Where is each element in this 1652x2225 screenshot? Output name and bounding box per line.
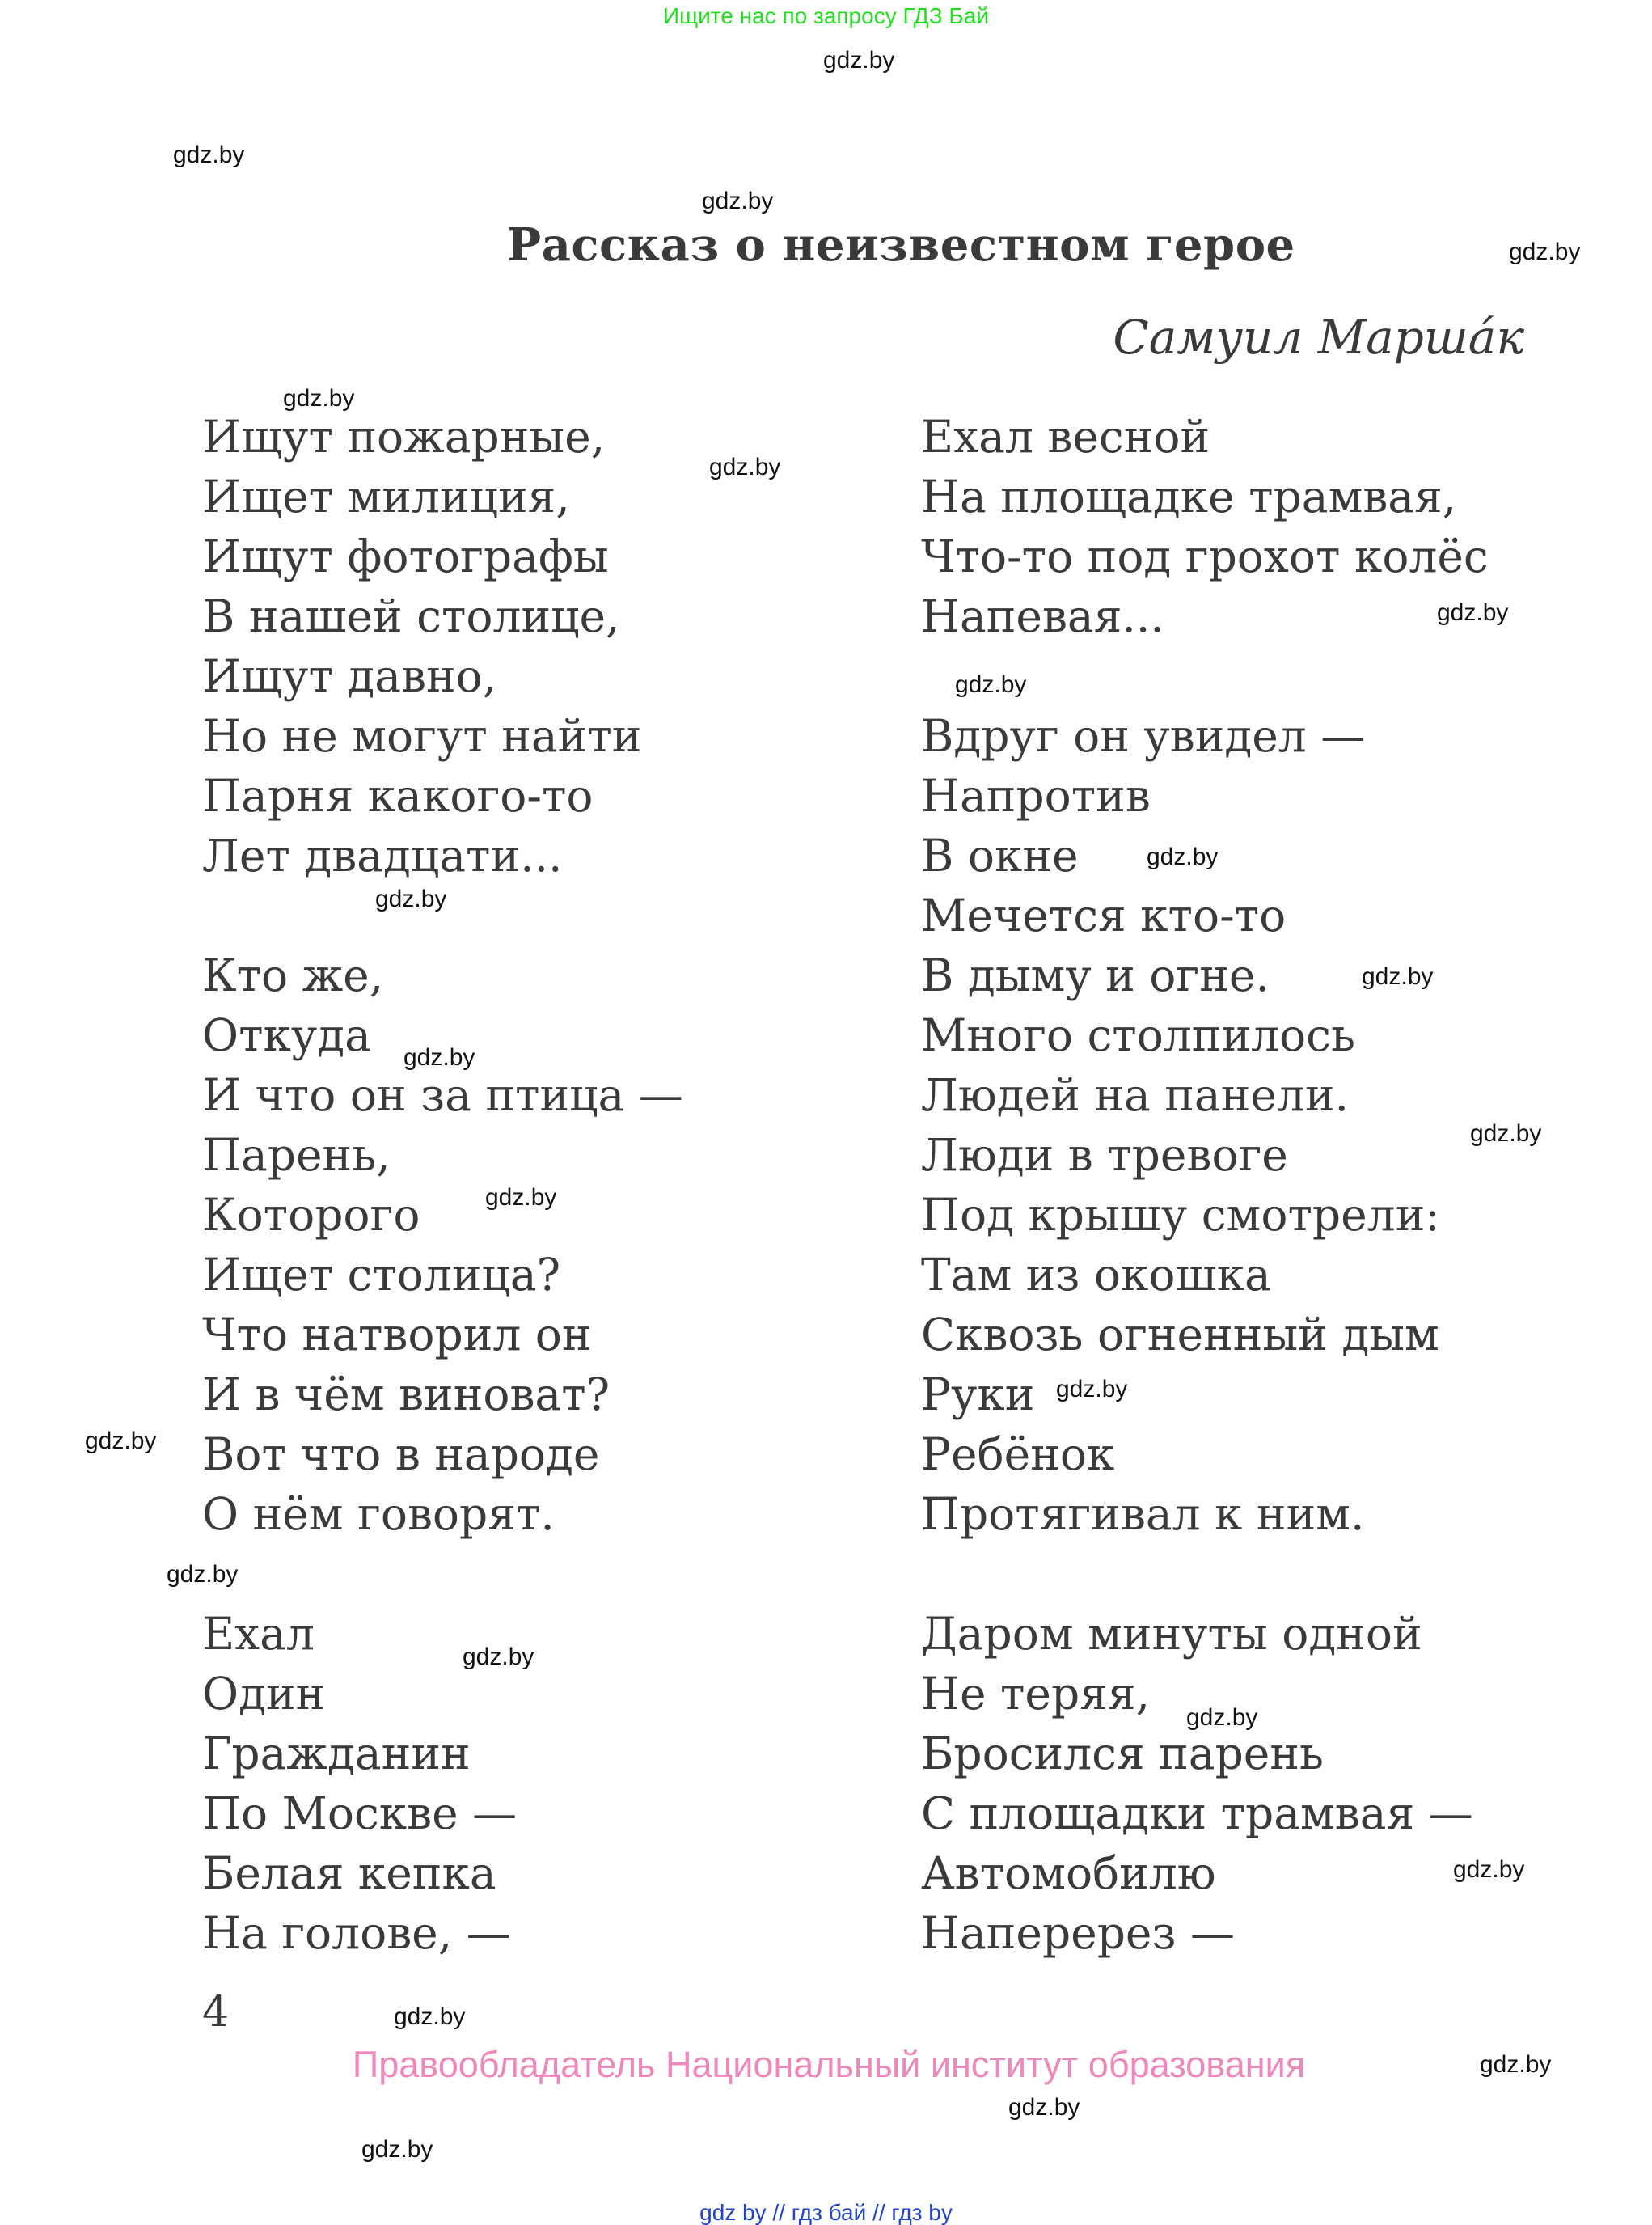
poem-title: Рассказ о неизвестном герое bbox=[507, 218, 1295, 272]
poem-line: Протягивал к ним. bbox=[921, 1488, 1365, 1540]
watermark: gdz.by bbox=[394, 2003, 466, 2030]
poem-line: Откуда bbox=[202, 1009, 371, 1061]
copyright-notice: Правообладатель Национальный институт образования bbox=[352, 2044, 1306, 2085]
poem-line: Напевая... bbox=[921, 590, 1164, 642]
poem-line: На площадке трамвая, bbox=[921, 471, 1457, 522]
poem-line: О нём говорят. bbox=[202, 1488, 555, 1540]
poem-line: Лет двадцати... bbox=[202, 830, 563, 882]
stanza-gap bbox=[921, 1544, 1489, 1604]
watermark: gdz.by bbox=[485, 1184, 557, 1211]
poem-line: Ищет столица? bbox=[202, 1249, 561, 1301]
poem-line: Ищут пожарные, bbox=[202, 411, 606, 463]
poem-line: Что-то под грохот колёс bbox=[921, 531, 1489, 582]
poem-line: В нашей столице, bbox=[202, 590, 620, 642]
poem-line: Сквозь огненный дым bbox=[921, 1309, 1439, 1360]
watermark: gdz.by bbox=[955, 671, 1027, 698]
poem-line: С площадки трамвая — bbox=[921, 1787, 1473, 1839]
watermark: gdz.by bbox=[85, 1428, 157, 1454]
poem-line: В дыму и огне. bbox=[921, 950, 1270, 1001]
poem-line: Парня какого-то bbox=[202, 770, 594, 822]
poem-line: Белая кепка bbox=[202, 1847, 496, 1899]
poem-line: Кто же, bbox=[202, 950, 384, 1001]
watermark: gdz.by bbox=[1056, 1376, 1128, 1402]
watermark: gdz.by bbox=[1453, 1856, 1525, 1883]
watermark: gdz.by bbox=[167, 1561, 239, 1588]
search-banner: Ищите нас по запросу ГДЗ Бай bbox=[662, 3, 990, 28]
poem-line: Напротив bbox=[921, 770, 1151, 822]
poem-line: Ищет милиция, bbox=[202, 471, 570, 522]
poem-line: Много столпилось bbox=[921, 1009, 1355, 1061]
watermark: gdz.by bbox=[1509, 239, 1581, 265]
watermark: gdz.by bbox=[702, 188, 774, 214]
poem-line: Люди в тревоге bbox=[921, 1129, 1288, 1181]
bottom-site-links[interactable]: gdz by // гдз бай // гдз by bbox=[699, 2200, 953, 2225]
poem-left-column bbox=[202, 407, 683, 1963]
watermark: gdz.by bbox=[1362, 963, 1434, 990]
watermark: gdz.by bbox=[1008, 2094, 1080, 2121]
watermark: gdz.by bbox=[361, 2136, 433, 2163]
poem-line: Мечется кто-то bbox=[921, 890, 1287, 941]
stanza-gap bbox=[921, 646, 1489, 706]
poem-line: Людей на панели. bbox=[921, 1069, 1349, 1121]
poem-line: На голове, — bbox=[202, 1907, 511, 1959]
watermark: gdz.by bbox=[1186, 1704, 1258, 1731]
poem-line: Автомобилю bbox=[921, 1847, 1216, 1899]
poem-line: Гражданин bbox=[202, 1728, 471, 1779]
poem-line: Ищут фотографы bbox=[202, 531, 609, 582]
poem-line: Наперерез — bbox=[921, 1907, 1235, 1959]
watermark: gdz.by bbox=[1480, 2051, 1552, 2078]
poem-author: Самуил Марша́к bbox=[1113, 310, 1524, 365]
watermark: gdz.by bbox=[173, 142, 245, 168]
watermark: gdz.by bbox=[283, 385, 355, 412]
poem-line: Что натворил он bbox=[202, 1309, 592, 1360]
poem-line: И что он за птица — bbox=[202, 1069, 683, 1121]
watermark: gdz.by bbox=[375, 886, 447, 912]
poem-line: Не теряя, bbox=[921, 1668, 1151, 1720]
stanza-gap bbox=[202, 886, 683, 945]
poem-line: В окне bbox=[921, 830, 1079, 882]
poem-line: Ехал bbox=[202, 1608, 315, 1660]
watermark: gdz.by bbox=[1470, 1120, 1542, 1147]
watermark: gdz.by bbox=[823, 47, 895, 74]
stanza-gap bbox=[202, 1544, 683, 1604]
poem-line: Руки bbox=[921, 1368, 1035, 1420]
poem-line: И в чём виноват? bbox=[202, 1368, 611, 1420]
poem-line: Даром минуты одной bbox=[921, 1608, 1422, 1660]
poem-line: Там из окошка bbox=[921, 1249, 1271, 1301]
watermark: gdz.by bbox=[709, 454, 781, 480]
page-number: 4 bbox=[202, 1988, 230, 2037]
poem-line: Которого bbox=[202, 1189, 420, 1241]
watermark: gdz.by bbox=[403, 1044, 475, 1071]
poem-line: Вдруг он увидел — bbox=[921, 710, 1366, 762]
poem-line: Ищут давно, bbox=[202, 650, 497, 702]
poem-line: По Москве — bbox=[202, 1787, 518, 1839]
poem-line: Парень, bbox=[202, 1129, 391, 1181]
poem-line: Под крышу смотрели: bbox=[921, 1189, 1440, 1241]
poem-line: Ребёнок bbox=[921, 1428, 1115, 1480]
watermark: gdz.by bbox=[1147, 844, 1219, 870]
watermark: gdz.by bbox=[463, 1643, 534, 1670]
watermark: gdz.by bbox=[1437, 599, 1509, 626]
poem-right-column bbox=[921, 407, 1489, 1963]
poem-line: Но не могут найти bbox=[202, 710, 642, 762]
poem-line: Вот что в народе bbox=[202, 1428, 600, 1480]
poem-line: Бросился парень bbox=[921, 1728, 1324, 1779]
poem-line: Ехал весной bbox=[921, 411, 1210, 463]
poem-line: Один bbox=[202, 1668, 326, 1720]
